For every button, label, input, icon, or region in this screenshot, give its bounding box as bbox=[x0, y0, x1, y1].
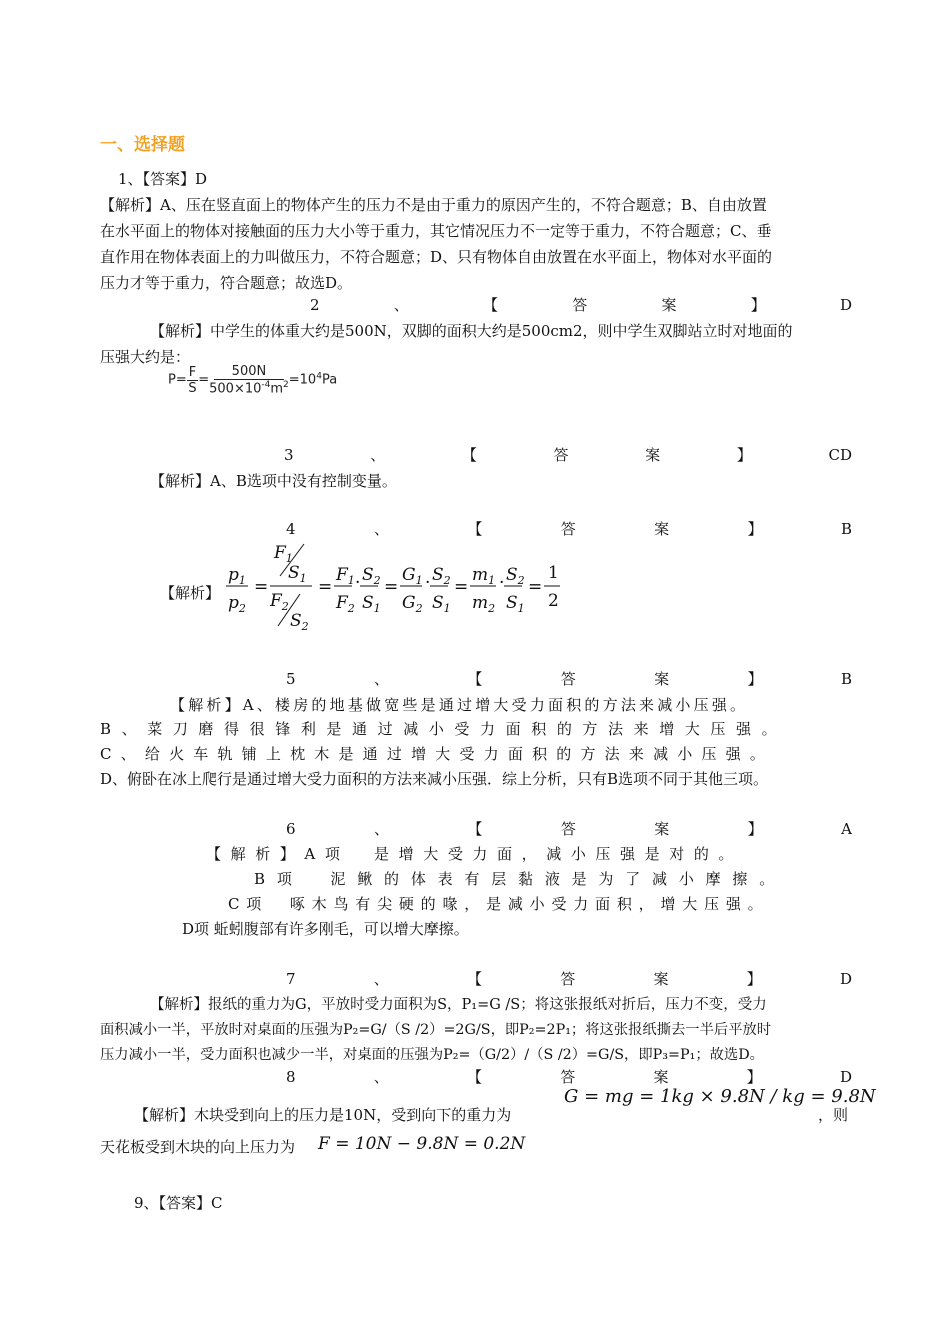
q8-number: 8 bbox=[286, 1068, 296, 1086]
q8-line-1-end: ，则 bbox=[818, 1106, 849, 1124]
q2-sep: 、 bbox=[393, 296, 409, 314]
q4-answer-char-2: 案 bbox=[654, 520, 670, 538]
svg-text:F2: $F_2$ bbox=[270, 591, 289, 613]
q5-bracket-close: 】 bbox=[747, 670, 763, 688]
q6-bracket-open: 【 bbox=[467, 820, 483, 838]
q4-sep: 、 bbox=[373, 520, 389, 538]
q5-sep: 、 bbox=[373, 670, 389, 688]
q4-formula bbox=[226, 540, 571, 632]
q5-number: 5 bbox=[286, 670, 296, 688]
q2-number: 2 bbox=[310, 296, 320, 314]
q5-line-3: C、给火车轨铺上枕木是通过增大受力面积的方法来减小压强。 bbox=[100, 745, 775, 763]
q5-line-4: D、俯卧在冰上爬行是通过增大受力面积的方法来减小压强．综上分析，只有B选项不同于其他三项。 bbox=[100, 770, 769, 788]
svg-text:·: · bbox=[499, 573, 505, 593]
q8-bracket-close: 】 bbox=[746, 1068, 762, 1086]
q2-bracket-open: 【 bbox=[483, 296, 499, 314]
q3-answer-char-1: 答 bbox=[553, 446, 569, 464]
q5-answer-char-2: 案 bbox=[654, 670, 670, 688]
svg-text:S2: $S_2$ bbox=[290, 611, 309, 632]
svg-text:F1: $F_1$ bbox=[336, 565, 355, 587]
q3-number: 3 bbox=[284, 446, 294, 464]
q6-answer-char-2: 案 bbox=[654, 820, 670, 838]
q6-line-3: C项 啄木鸟有尖硬的喙，是减小受力面积，增大压强。 bbox=[228, 895, 770, 913]
q4-answer: B bbox=[840, 520, 852, 538]
q1-line-2: 在水平面上的物体对接触面的压力大小等于重力，其它情况压力不一定等于重力，不符合题意；C、垂 bbox=[100, 222, 772, 240]
q6-line-2: B项 泥鳅的体表有层黏液是为了减小摩擦。 bbox=[254, 870, 787, 888]
q7-bracket-close: 】 bbox=[746, 970, 762, 988]
q4-label: 【解析】 bbox=[160, 584, 221, 602]
svg-text:=: = bbox=[318, 577, 333, 597]
q5-head bbox=[286, 666, 852, 692]
q4-head bbox=[286, 516, 852, 542]
q8-answer-char-2: 案 bbox=[653, 1068, 669, 1086]
q7-head bbox=[286, 966, 852, 992]
q2-answer: D bbox=[839, 296, 852, 314]
q8-line-2: 天花板受到木块的向上压力为 bbox=[100, 1138, 296, 1156]
svg-text:S2: $S_2$ bbox=[432, 565, 451, 587]
q7-number: 7 bbox=[286, 970, 296, 988]
q3-sep: 、 bbox=[370, 446, 386, 464]
svg-text:F2: $F_2$ bbox=[336, 593, 355, 615]
q7-sep: 、 bbox=[373, 970, 389, 988]
svg-text:=: = bbox=[454, 577, 469, 597]
svg-text:p2: $p_2$ bbox=[228, 593, 246, 615]
q3-answer: CD bbox=[828, 446, 852, 464]
svg-text:·: · bbox=[425, 573, 431, 593]
q8-line-1: 【解析】木块受到向上的压力是10N，受到向下的重力为 bbox=[134, 1106, 512, 1124]
svg-text:m1: $m_1$ bbox=[472, 565, 496, 587]
q1-line-3: 直作用在物体表面上的力叫做压力，不符合题意；D、只有物体自由放置在水平面上，物体对水平面的 bbox=[100, 248, 773, 266]
svg-text:F1: $F_1$ bbox=[274, 543, 293, 565]
q3-line-1: 【解析】A、B选项中没有控制变量。 bbox=[150, 472, 397, 490]
q4-bracket-close: 】 bbox=[747, 520, 763, 538]
q4-number: 4 bbox=[286, 520, 296, 538]
q1-line-4: 压力才等于重力，符合题意；故选D。 bbox=[100, 274, 353, 292]
q3-head bbox=[284, 442, 852, 468]
svg-text:=: = bbox=[254, 577, 269, 597]
svg-text:=: = bbox=[384, 577, 399, 597]
q6-line-1: 【解析】A项 是增大受力面，减小压强是对的。 bbox=[206, 845, 744, 863]
q8-answer-char-1: 答 bbox=[560, 1068, 576, 1086]
svg-text:m2: $m_2$ bbox=[472, 593, 496, 615]
q9-head: 9、【答案】C bbox=[134, 1194, 223, 1212]
q2-bracket-close: 】 bbox=[750, 296, 766, 314]
q7-answer-char-2: 案 bbox=[653, 970, 669, 988]
q5-line-1: 【解析】A、楼房的地基做宽些是通过增大受力面积的方法来减小压强。 bbox=[170, 696, 749, 714]
q2-answer-char-2: 案 bbox=[661, 296, 677, 314]
q8-formula-1: G = mg = 1kg × 9.8N / kg = 9.8N bbox=[564, 1086, 876, 1107]
q7-line-3: 压力减小一半，受力面积也减少一半，对桌面的压强为P₂=（G/2）/（S /2）=G/S，即P₃=P₁；故选D。 bbox=[100, 1047, 764, 1063]
q8-sep: 、 bbox=[373, 1068, 389, 1086]
svg-text:S1: $S_1$ bbox=[362, 593, 381, 615]
q4-answer-char-1: 答 bbox=[560, 520, 576, 538]
section-title: 一、选择题 bbox=[100, 135, 185, 155]
q1-head: 1、【答案】D bbox=[118, 170, 208, 188]
q1-line-1: 【解析】A、压在竖直面上的物体产生的压力不是由于重力的原因产生的，不符合题意；B、自由放置 bbox=[100, 196, 767, 214]
q2-head bbox=[310, 292, 852, 318]
q2-formula: P= $\frac{F}{S}$ = $\frac{500N}{500\times 10^{-4}m^2}$ $=10^4Pa$ bbox=[168, 364, 338, 397]
q4-result-den: 2 bbox=[548, 591, 559, 611]
q5-answer-char-1: 答 bbox=[560, 670, 576, 688]
svg-text:p1: $p_1$ bbox=[228, 565, 246, 587]
q8-bracket-open: 【 bbox=[467, 1068, 483, 1086]
q5-bracket-open: 【 bbox=[467, 670, 483, 688]
svg-text:G1: $G_1$ bbox=[402, 565, 423, 587]
svg-text:·: · bbox=[355, 573, 361, 593]
svg-text:S2: $S_2$ bbox=[362, 565, 381, 587]
q7-bracket-open: 【 bbox=[467, 970, 483, 988]
svg-text:S1: $S_1$ bbox=[288, 563, 307, 585]
q7-answer-char-1: 答 bbox=[560, 970, 576, 988]
q4-result-num: 1 bbox=[548, 563, 559, 583]
q2-answer-char-1: 答 bbox=[572, 296, 588, 314]
q3-bracket-close: 】 bbox=[736, 446, 752, 464]
q6-answer-char-1: 答 bbox=[560, 820, 576, 838]
svg-text:S2: $S_2$ bbox=[506, 565, 525, 587]
q2-line-1: 【解析】中学生的体重大约是500N，双脚的面积大约是500cm2，则中学生双脚站立时对地面的 bbox=[150, 322, 793, 340]
q6-answer: A bbox=[841, 820, 852, 838]
q7-line-2: 面积减小一半，平放时对桌面的压强为P₂=G/（S /2）=2G/S，即P₂=2P₁；将这张报纸撕去一半后平放时 bbox=[100, 1022, 772, 1038]
q6-sep: 、 bbox=[373, 820, 389, 838]
q6-line-4: D项 蚯蚓腹部有许多刚毛，可以增大摩擦。 bbox=[182, 920, 469, 938]
q6-number: 6 bbox=[286, 820, 296, 838]
q7-answer: D bbox=[839, 970, 852, 988]
svg-text:S1: $S_1$ bbox=[506, 593, 525, 615]
svg-text:S1: $S_1$ bbox=[432, 593, 451, 615]
q8-formula-2: F = 10N − 9.8N = 0.2N bbox=[318, 1134, 526, 1154]
q5-answer: B bbox=[840, 670, 852, 688]
q2-line-2: 压强大约是： bbox=[100, 348, 191, 366]
q3-bracket-open: 【 bbox=[461, 446, 477, 464]
q8-answer: D bbox=[839, 1068, 852, 1086]
q6-bracket-close: 】 bbox=[747, 820, 763, 838]
svg-text:=: = bbox=[528, 577, 543, 597]
q7-line-1: 【解析】报纸的重力为G，平放时受力面积为S，P₁=G /S；将这张报纸对折后，压力不变，受力 bbox=[150, 997, 767, 1013]
q6-head bbox=[286, 816, 852, 842]
q5-line-2: B、菜刀磨得很锋利是通过减小受力面积的方法来增大压强。 bbox=[100, 720, 788, 738]
q4-bracket-open: 【 bbox=[467, 520, 483, 538]
svg-text:G2: $G_2$ bbox=[402, 593, 423, 615]
q3-answer-char-2: 案 bbox=[645, 446, 661, 464]
